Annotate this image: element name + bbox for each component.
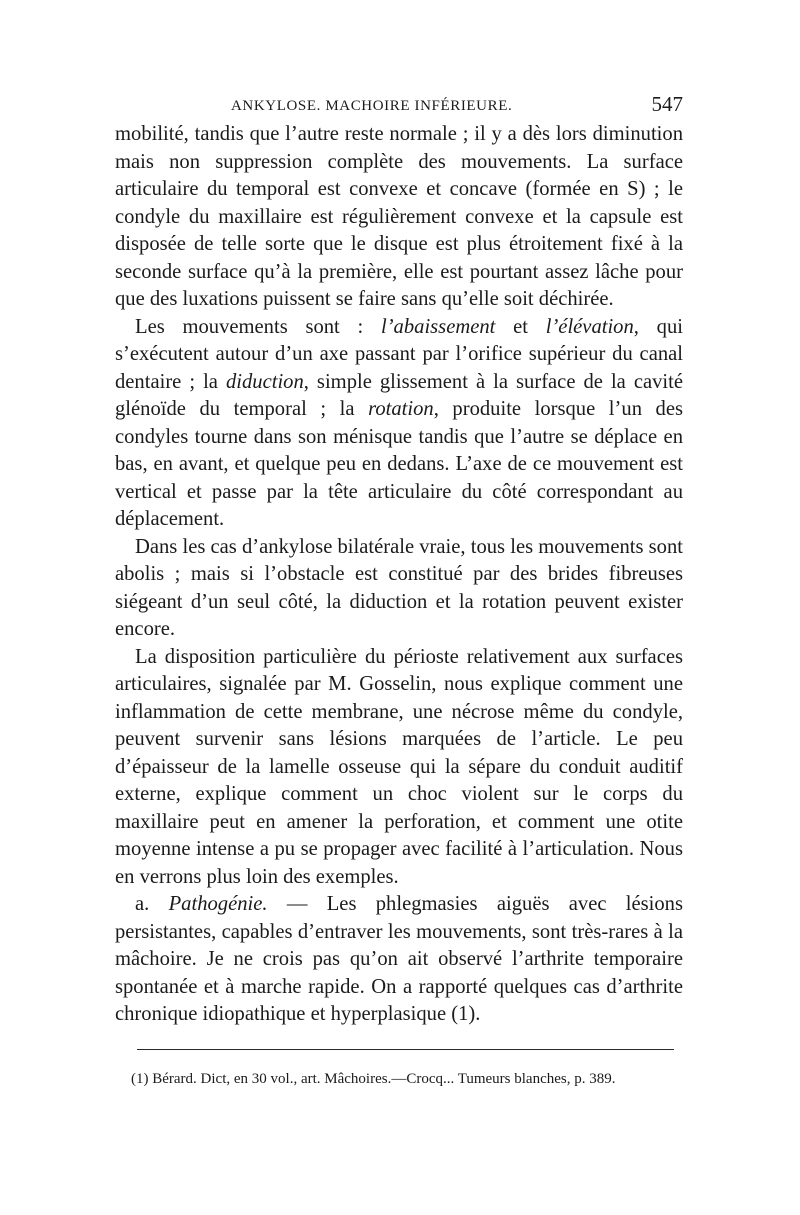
body-text xyxy=(115,121,683,1029)
paragraph-5-text-1: a. xyxy=(135,893,169,915)
paragraph-2-italic-elevation: l’élévation xyxy=(545,315,634,338)
footnote-text: (1) Bérard. Dict, en 30 vol., art. Mâchoires.—Crocq... Tumeurs blanches, p. 389. xyxy=(131,1070,616,1087)
paragraph-2-italic-diduction: diduction xyxy=(225,370,304,393)
footnote xyxy=(115,1068,683,1090)
paragraph-1: mobilité, tandis que l’autre reste normale ; il y a dès lors diminution mais non suppression complète des mouvements. La surface articulaire du temporal est convexe et concave (formée en S) ; le condyle du maxillaire est régulièrement convexe et la capsule est disposée de telle sorte que le disque est plus étroitement fixé à la seconde surface qu’à la première, elle est pourtant assez lâche pour que des luxations puissent se faire sans qu’elle soit déchirée. xyxy=(115,123,683,310)
running-title: ANKYLOSE. MACHOIRE INFÉRIEURE. xyxy=(231,98,513,114)
book-page xyxy=(115,90,683,1105)
paragraph-2-italic-abaissement: l’abaissement xyxy=(380,315,496,338)
paragraph-2-text-2: et xyxy=(495,315,546,338)
footnote-rule xyxy=(137,1049,674,1050)
paragraph-2 xyxy=(115,314,683,534)
paragraph-4: La disposition particulière du périoste relativement aux surfaces articulaires, signalée par M. Gosselin, nous explique comment une inflammation de cette membrane, une nécrose même du condyle, peuvent survenir sans lésions marquées de l’article. Le peu d’épaisseur de la lamelle osseuse qui la sépare du conduit auditif externe, explique comment un choc violent sur le corps du maxillaire peut en amener la perforation, et comment une otite moyenne intense a pu se propager avec facilité à l’articulation. Nous en verrons plus loin des exemples. xyxy=(115,645,683,888)
page-number: 547 xyxy=(651,92,683,116)
running-header xyxy=(115,90,683,120)
paragraph-3: Dans les cas d’ankylose bilatérale vraie, tous les mouvements sont abolis ; mais si l’obstacle est constitué par des brides fibreuses siégeant d’un seul côté, la diduction et la rotation peuvent exister encore. xyxy=(115,535,683,640)
paragraph-5 xyxy=(115,891,683,1029)
paragraph-2-italic-rotation: rotation xyxy=(368,398,434,420)
paragraph-2-text-5: , produite lorsque l’un des condyles tourne dans son ménisque tandis que l’autre se déplace en bas, en avant, et quelque peu en dedans. L’axe de ce mouvement est vertical et passe par la tête articulaire du côté correspondant au déplacement. xyxy=(115,398,683,530)
paragraph-5-italic-pathogenie: Pathogénie. xyxy=(168,893,268,915)
paragraph-5-text-2: — Les phlegmasies aiguës avec lésions persistantes, capables d’entraver les mouvements, sont très-rares à la mâchoire. Je ne crois pas qu’on ait observé l’arthrite temporaire spontanée et à marche rapide. On a rapporté quelques cas d’arthrite chronique idiopathique et hyperplasique (1). xyxy=(115,893,683,1025)
paragraph-2-text-3: , qui s’exécutent autour d’un axe passant par l’orifice supérieur du canal dentaire ; la xyxy=(115,315,683,393)
paragraph-2-text-1: Les mouvements sont : xyxy=(135,315,381,338)
paragraph-2-text-4: , simple glissement à la surface de la cavité glénoïde du temporal ; la xyxy=(115,370,683,420)
